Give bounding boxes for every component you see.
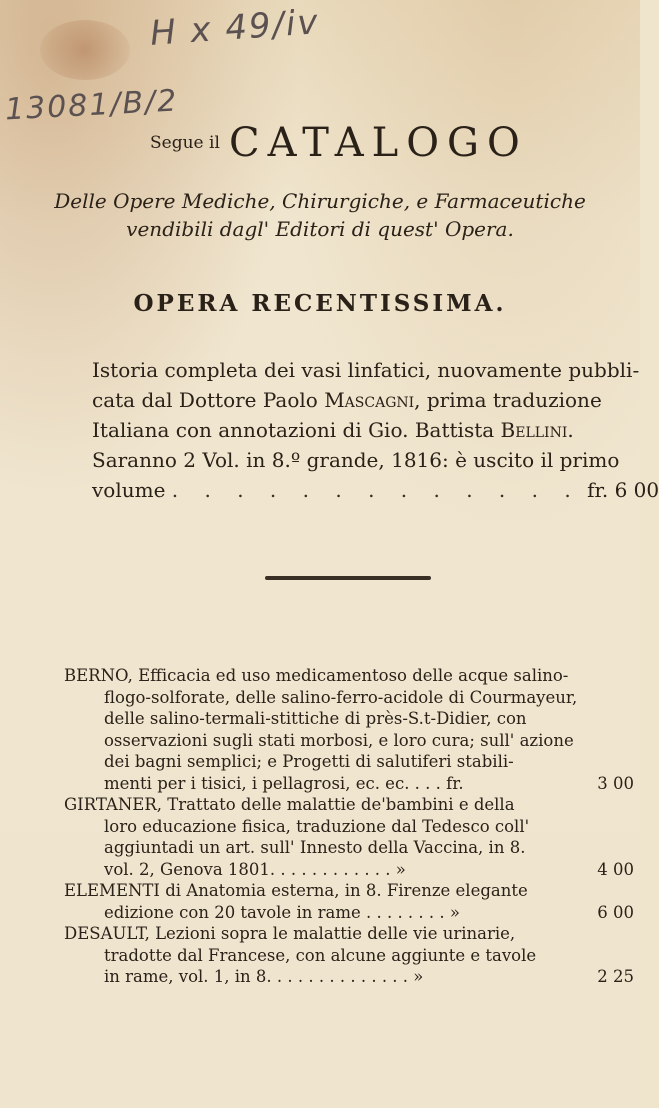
list-item: [64, 923, 634, 988]
featured-line-2-b: , prima traduzione: [414, 388, 602, 412]
featured-line-3-a: Italiana con annotazioni di Gio. Battista: [92, 418, 501, 442]
list-line: [64, 859, 634, 881]
entry-price: 3 00: [597, 773, 634, 793]
list-line: [64, 730, 634, 752]
list-line: [64, 945, 634, 967]
featured-price: 6 00: [614, 478, 659, 502]
heading-catalogo: CATALOGO: [228, 120, 528, 166]
featured-line-2-a: cata dal Dottore Paolo: [92, 388, 325, 412]
entry-text: flogo-solforate, delle salino-ferro-acidole di Courmayeur,: [104, 687, 578, 707]
list-line: [64, 794, 634, 816]
list-line: [64, 751, 634, 773]
subtitle-line-2: vendibili dagl' Editori di quest' Opera.: [126, 217, 514, 241]
featured-volume-label: volume: [92, 478, 166, 502]
entry-text: dei bagni semplici; e Progetti di salutiferi stabili-: [104, 752, 514, 771]
featured-entry: [92, 355, 659, 505]
handwritten-shelfmark-side: 13081/B/2: [4, 83, 180, 128]
list-line: [64, 923, 634, 945]
author-name: Mascagni: [324, 388, 415, 412]
featured-line-5: [92, 475, 659, 505]
featured-leader-dots: . . . . . . . . . . . . .: [171, 478, 581, 502]
list-line: [64, 687, 634, 709]
entry-text: GIRTANER, Trattato delle malattie de'bambini e della: [64, 795, 515, 814]
entry-text: vol. 2, Genova 1801. . . . . . . . . . . . »: [104, 859, 406, 879]
separator-rule: [265, 576, 431, 580]
list-line: [64, 880, 634, 902]
entry-text: osservazioni sugli stati morbosi, e loro cura; sull' azione: [104, 730, 574, 750]
list-item: [64, 665, 634, 794]
entry-text: ELEMENTI di Anatomia esterna, in 8. Firenze elegante: [64, 881, 528, 900]
entry-text: edizione con 20 tavole in rame . . . . . . . . »: [104, 902, 460, 922]
list-line: [64, 837, 634, 859]
featured-currency: fr.: [587, 478, 609, 502]
entry-text: aggiuntadi un art. sull' Innesto della Vaccina, in 8.: [104, 838, 526, 857]
entry-price: 6 00: [597, 902, 634, 922]
list-item: [64, 880, 634, 923]
entry-text: tradotte dal Francese, con alcune aggiunte e tavole: [104, 945, 537, 965]
catalog-heading: [150, 120, 570, 166]
section-title: OPERA RECENTISSIMA.: [133, 290, 507, 317]
list-line: [64, 966, 634, 988]
featured-line-2: [92, 385, 632, 415]
list-line: [64, 816, 634, 838]
handwritten-shelfmark-top: H x 49/iv: [148, 2, 321, 54]
list-line: [64, 708, 634, 730]
entry-text: in rame, vol. 1, in 8. . . . . . . . . . . . . . »: [104, 967, 424, 986]
entry-price: 2 25: [597, 967, 634, 986]
entry-text: BERNO, Efficacia ed uso medicamentoso delle acque salino-: [64, 666, 569, 685]
list-item: [64, 794, 634, 880]
subtitle-line-1: Delle Opere Mediche, Chirurgiche, e Farmaceutiche: [54, 189, 586, 213]
list-line: [64, 902, 634, 924]
entry-price: 4 00: [597, 859, 634, 879]
list-line: [64, 773, 634, 795]
entry-text: loro educazione fisica, traduzione dal Tedesco coll': [104, 816, 530, 836]
entry-text: menti per i tisici, i pellagrosi, ec. ec. . . . fr.: [104, 773, 464, 793]
translator-name: Bellini.: [500, 418, 574, 442]
entry-text: DESAULT, Lezioni sopra le malattie delle vie urinarie,: [64, 924, 516, 943]
entry-text: delle salino-termali-stittiche di près-S.t-Didier, con: [104, 709, 527, 728]
list-line: [64, 665, 634, 687]
featured-line-1: Istoria completa dei vasi linfatici, nuovamente pubbli-: [92, 358, 640, 382]
heading-segue: Segue il: [150, 133, 220, 153]
featured-line-4: Saranno 2 Vol. in 8.º grande, 1816: è uscito il primo: [92, 448, 620, 472]
catalog-list: [64, 665, 634, 988]
featured-line-3: [92, 415, 632, 445]
paper-stain: [40, 20, 130, 80]
